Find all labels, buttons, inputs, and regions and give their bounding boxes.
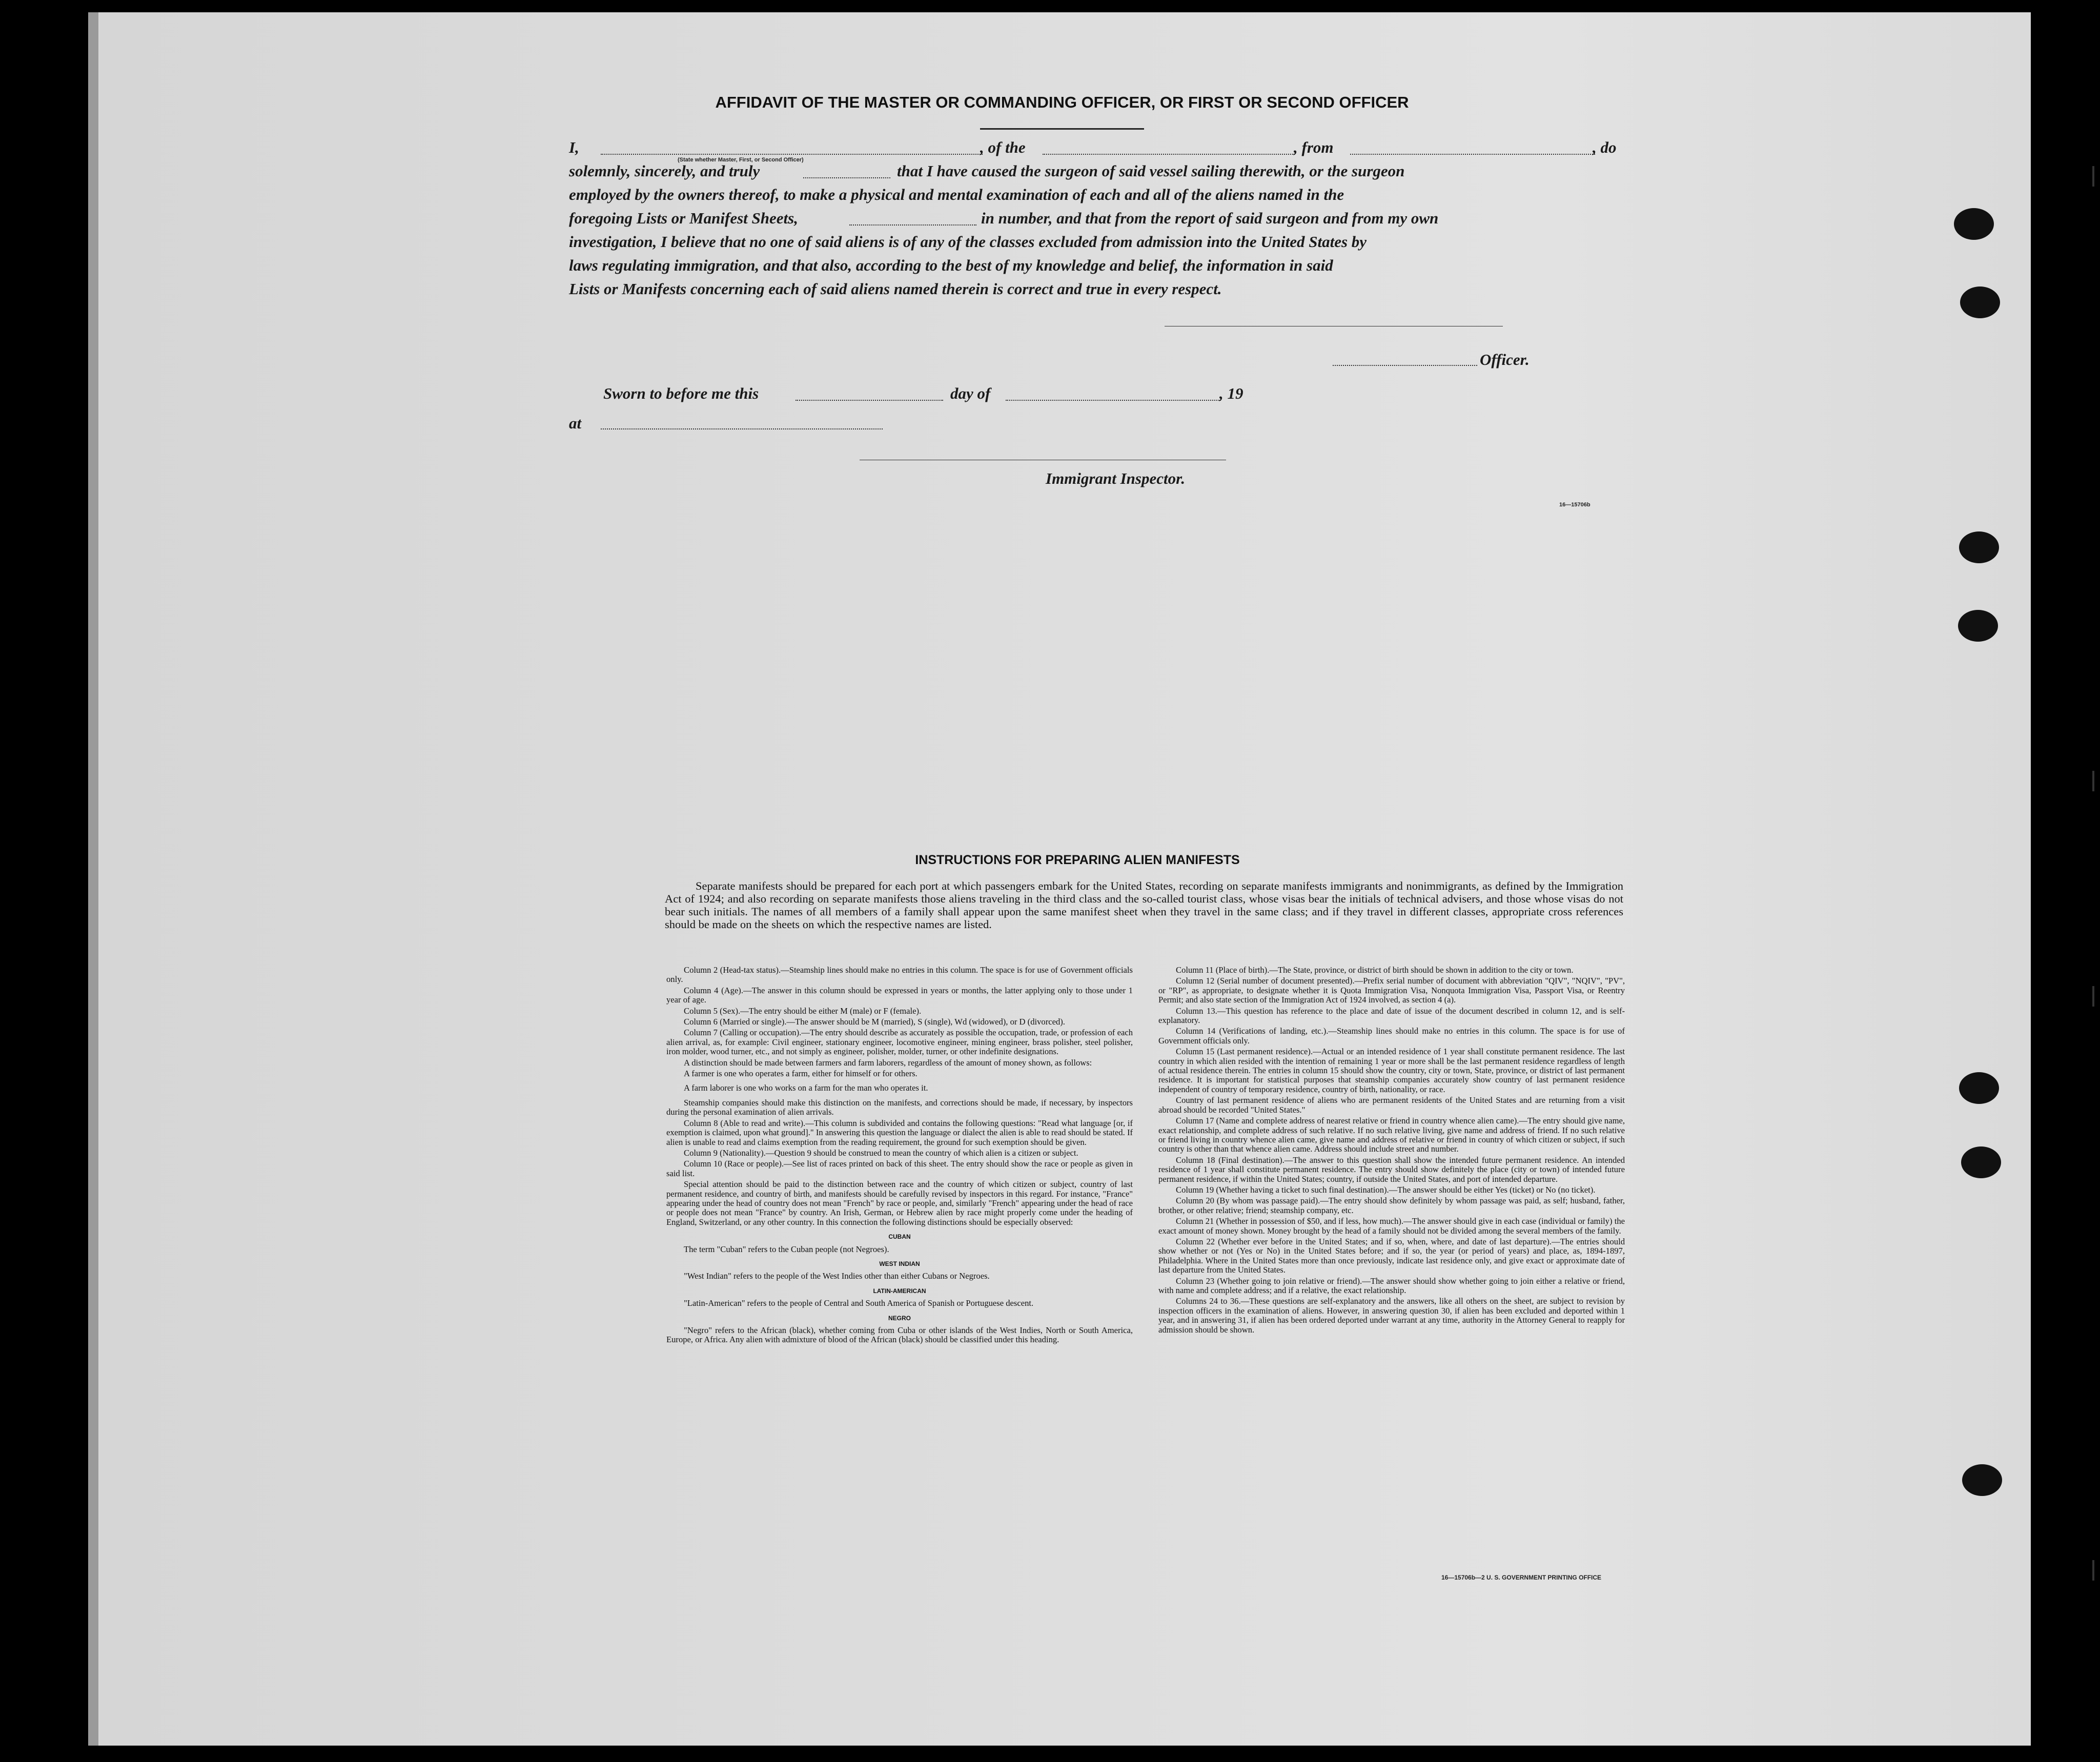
instruction-paragraph: Column 23 (Whether going to join relative or friend).—The answer should show whether going to join either a relative or friend, with name and complete address; and if a relative, the exact relationship. bbox=[1158, 1276, 1625, 1295]
affidavit-line4b: in number, and that from the report of said surgeon and from my own bbox=[981, 209, 1439, 227]
officer-label: Officer. bbox=[1480, 351, 1530, 368]
edge-mark bbox=[2092, 986, 2094, 1007]
punch-hole bbox=[1961, 1146, 2001, 1178]
instruction-paragraph: Column 11 (Place of birth).—The State, province, or district of birth should be shown in addition to the city or town. bbox=[1176, 965, 1574, 975]
instruction-paragraph: Column 12 (Serial number of document presented).—Prefix serial number of document with abbreviation "QIV", "NQIV", "PV", or "RP", as appropriate, to designate whether it is Quota Immigration Visa, Nonquota Immigration Visa, Passport Visa, or Reentry Permit; and also state section of the Immigration Act of 1924 involved, as section 4 (a). bbox=[1158, 976, 1625, 1005]
instruction-paragraph: "West Indian" refers to the people of the West Indies other than either Cubans or Negroes. bbox=[684, 1271, 990, 1281]
instructions-left-column bbox=[666, 966, 1133, 1346]
affidavit-title: AFFIDAVIT OF THE MASTER OR COMMANDING OFFICER, OR FIRST OR SECOND OFFICER bbox=[715, 93, 1409, 111]
officer-name-field[interactable] bbox=[601, 154, 983, 155]
edge-mark bbox=[2092, 771, 2094, 791]
instruction-paragraph: Column 4 (Age).—The answer in this column should be expressed in years or months, the latter applying only to those under 1 year of age. bbox=[666, 985, 1133, 1005]
sheet-count-field[interactable] bbox=[849, 224, 976, 226]
section-heading-latin-american: LATIN-AMERICAN bbox=[873, 1287, 926, 1295]
affidavit-of-the: , of the bbox=[980, 138, 1026, 156]
section-heading-negro: NEGRO bbox=[888, 1314, 911, 1322]
affidavit-line7: Lists or Manifests concerning each of said aliens named therein is correct and true in every respect. bbox=[569, 280, 1222, 298]
sworn-text: Sworn to before me this bbox=[603, 384, 759, 402]
instruction-paragraph: Steamship companies should make this distinction on the manifests, and corrections should be made, if necessary, by inspectors during the personal examination of alien arrivals. bbox=[666, 1097, 1133, 1117]
affidavit-do: , do bbox=[1593, 138, 1617, 156]
instruction-paragraph: A farmer is one who operates a farm, either for himself or for others. bbox=[684, 1069, 918, 1079]
instruction-paragraph: Column 20 (By whom was passage paid).—The entry should show definitely by whom passage was paid, as self; husband, father, brother, or other relative; friend; steamship company, etc. bbox=[1158, 1196, 1625, 1215]
edge-mark bbox=[2092, 1560, 2094, 1581]
affidavit-i: I, bbox=[569, 138, 579, 156]
punch-hole bbox=[1959, 531, 1999, 563]
instruction-paragraph: Column 19 (Whether having a ticket to such final destination).—The answer should be either Yes (ticket) or No (no ticket). bbox=[1176, 1184, 1596, 1195]
officer-rank-note: (State whether Master, First, or Second Officer) bbox=[678, 157, 804, 163]
day-of-text: day of bbox=[950, 384, 991, 402]
printing-office-footer: 16—15706b—2 U. S. GOVERNMENT PRINTING OFFICE bbox=[1441, 1574, 1602, 1581]
instruction-paragraph: Country of last permanent residence of aliens who are permanent residents of the United States and are returning from a visit abroad should be recorded "United States." bbox=[1158, 1095, 1625, 1115]
instruction-paragraph: "Latin-American" refers to the people of Central and South America of Spanish or Portuguese descent. bbox=[684, 1298, 1034, 1308]
affidavit-line6: laws regulating immigration, and that also, according to the best of my knowledge and belief, the information in said bbox=[569, 256, 1333, 274]
instruction-paragraph: A distinction should be made between farmers and farm laborers, regardless of the amount of money shown, as follows: bbox=[684, 1057, 1092, 1068]
instruction-paragraph: "Negro" refers to the African (black), whether coming from Cuba or other islands of the West Indies, North or South America, Europe, or Africa. Any alien with admixture of blood of the African (black) should be classified under this heading. bbox=[666, 1325, 1133, 1345]
punch-hole bbox=[1962, 1464, 2002, 1496]
form-number: 16—15706b bbox=[1559, 502, 1591, 508]
at-text: at bbox=[569, 414, 582, 432]
sworn-day-field[interactable] bbox=[796, 400, 943, 401]
oath-field[interactable] bbox=[803, 177, 890, 178]
instruction-paragraph: Column 14 (Verifications of landing, etc.).—Steamship lines should make no entries in this column. The space is for use of Government officials only. bbox=[1158, 1026, 1625, 1046]
instruction-paragraph: Columns 24 to 36.—These questions are self-explanatory and the answers, like all others on the sheet, are subject to revision by inspection officers in the examination of aliens. However, in answering question 30, if alien has been excluded and deported within 1 year, and in answering 31, if alien has been ordered deported under warrant at any time, authority in the Attorney General to reapply for admission should be shown. bbox=[1158, 1296, 1625, 1335]
instruction-paragraph: Column 10 (Race or people).—See list of races printed on back of this sheet. The entry should show the race or people as given in said list. bbox=[666, 1159, 1133, 1178]
inspector-label: Immigrant Inspector. bbox=[1046, 469, 1186, 487]
punch-hole bbox=[1959, 1072, 1999, 1104]
instruction-paragraph: A farm laborer is one who works on a farm for the man who operates it. bbox=[684, 1083, 928, 1093]
instruction-paragraph: Column 22 (Whether ever before in the United States; and if so, when, where, and date of last departure).—The entries should show whether or not (Yes or No) in the United States before; and if so, the year (or period of years) and place, as, 1894-1897, Philadelphia. Where in the United States more than once previously, indicate last residence only, and give exact or approximate date of last departure from the United States. bbox=[1158, 1236, 1625, 1275]
instruction-paragraph: Column 15 (Last permanent residence).—Actual or an intended residence of 1 year shall constitute permanent residence. The last country in which alien resided with the intention of remaining 1 year or more shall be the last permanent residence regardless of length of actual residence therein. The entries in column 15 should show the country, city or town, State, province, or district of last permanent residence. It is important for statistical purposes that steamship companies accurately show country of last permanent residence independent of country of temporary residence, country of birth, nationality, or race. bbox=[1158, 1047, 1625, 1094]
punch-hole bbox=[1960, 286, 2000, 318]
title-underline bbox=[980, 128, 1144, 130]
punch-hole bbox=[1954, 208, 1994, 240]
instruction-paragraph: Column 18 (Final destination).—The answer to this question shall show the intended future permanent residence. An intended residence of 1 year shall constitute permanent residence. The entry should show definitely the place (city or town) of intended future permanent residence, if within the United States; country, if outside the United States, and port of intended departure. bbox=[1158, 1155, 1625, 1184]
instruction-paragraph: Column 21 (Whether in possession of $50, and if less, how much).—The answer should give in each case (individual or family) the exact amount of money shown. Money brought by the head of a family should not be divided among the several members of the family. bbox=[1158, 1216, 1625, 1236]
affidavit-line4a: foregoing Lists or Manifest Sheets, bbox=[569, 209, 798, 227]
instruction-paragraph: Special attention should be paid to the distinction between race and the country of which citizen or subject, country of last permanent residence, and country of birth, and manifests should be carefully revised by inspectors in this regard. For instance, "France" appearing under the head of country does not mean "French" by race or people, and, similarly "French" appearing under the head of race or people does not mean "France" by country. An Irish, German, or Hebrew alien by race might properly come under the heading of England, Switzerland, or any other country. In this connection the following distinctions should be especially observed: bbox=[666, 1179, 1133, 1227]
edge-mark bbox=[2092, 166, 2094, 187]
section-heading-cuban: CUBAN bbox=[888, 1233, 911, 1241]
officer-title-field[interactable] bbox=[1333, 365, 1477, 366]
instruction-paragraph: Column 2 (Head-tax status).—Steamship lines should make no entries in this column. The space is for use of Government officials only. bbox=[666, 965, 1133, 985]
instructions-right-column bbox=[1158, 966, 1625, 1336]
affidavit-line2a: solemnly, sincerely, and truly bbox=[569, 162, 760, 180]
instruction-paragraph: Column 6 (Married or single).—The answer should be M (married), S (single), Wd (widowed), or D (divorced). bbox=[684, 1017, 1065, 1027]
section-heading-west-indian: WEST INDIAN bbox=[879, 1260, 920, 1267]
instruction-paragraph: The term "Cuban" refers to the Cuban people (not Negroes). bbox=[684, 1244, 889, 1254]
instruction-paragraph: Column 17 (Name and complete address of nearest relative or friend in country whence alien came).—The entry should give name, exact relationship, and complete address of such relative. If no such relative living, give name and address of friend. If no such relative or friend living in country whence alien came, give name and address of relative or friend in country of which citizen or subject, if such country is other than that whence alien came. Address should include street and number. bbox=[1158, 1116, 1625, 1154]
affidavit-from: , from bbox=[1294, 138, 1334, 156]
instructions-title: INSTRUCTIONS FOR PREPARING ALIEN MANIFESTS bbox=[915, 853, 1240, 867]
instructions-intro: Separate manifests should be prepared for each port at which passengers embark for the United States, recording on separate manifests immigrants and nonimmigrants, as defined by the Immigration Act of 1924; and also recording on separate manifests those aliens traveling in the third class and the so-called tourist class, whose visas bear the initials of technical advisers, and those whose visas do not bear such initials. The names of all members of a family shall appear upon the same manifest sheet when they travel in the same class; and if they travel in different classes, appropriate cross references should be made on the sheets on which the respective names are listed. bbox=[665, 879, 1623, 931]
instruction-paragraph: Column 7 (Calling or occupation).—The entry should describe as accurately as possible the occupation, trade, or profession of each alien arrival, as, for example: Civil engineer, stationary engineer, locomotive engineer, mining engineer, brass polisher, steel polisher, iron molder, wood turner, etc., and not simply as engineer, polisher, molder, turner, or other indefinite designations. bbox=[666, 1028, 1133, 1057]
punch-hole bbox=[1958, 610, 1998, 642]
affidavit-line2b: that I have caused the surgeon of said vessel sailing therewith, or the surgeon bbox=[897, 162, 1405, 180]
sheet-left-edge bbox=[88, 12, 98, 1746]
instruction-paragraph: Column 8 (Able to read and write).—This column is subdivided and contains the following questions: "Read what language [or, if exemption is claimed, upon what ground]." In answering this question the language or dialect the alien is able to read should be stated. If alien is unable to read and claims exemption from the reading requirement, the ground for such exemption should be given. bbox=[666, 1118, 1133, 1147]
vessel-name-field[interactable] bbox=[1043, 154, 1295, 155]
manifest-sheet bbox=[88, 12, 2031, 1746]
instruction-paragraph: Column 5 (Sex).—The entry should be either M (male) or F (female). bbox=[684, 1006, 922, 1016]
instruction-paragraph: Column 13.—This question has reference to the place and date of issue of the document described in column 12, and is self-explanatory. bbox=[1158, 1006, 1625, 1026]
year-prefix: , 19 bbox=[1219, 384, 1243, 402]
affidavit-line5: investigation, I believe that no one of said aliens is of any of the classes excluded from admission into the United States by bbox=[569, 233, 1367, 251]
sworn-month-field[interactable] bbox=[1006, 400, 1221, 401]
affidavit-line3: employed by the owners thereof, to make a physical and mental examination of each and all of the aliens named in the bbox=[569, 186, 1344, 203]
departure-port-field[interactable] bbox=[1350, 154, 1595, 155]
sworn-place-field[interactable] bbox=[601, 428, 883, 429]
instruction-paragraph: Column 9 (Nationality).—Question 9 should be construed to mean the country of which alien is a citizen or subject. bbox=[684, 1148, 1078, 1158]
